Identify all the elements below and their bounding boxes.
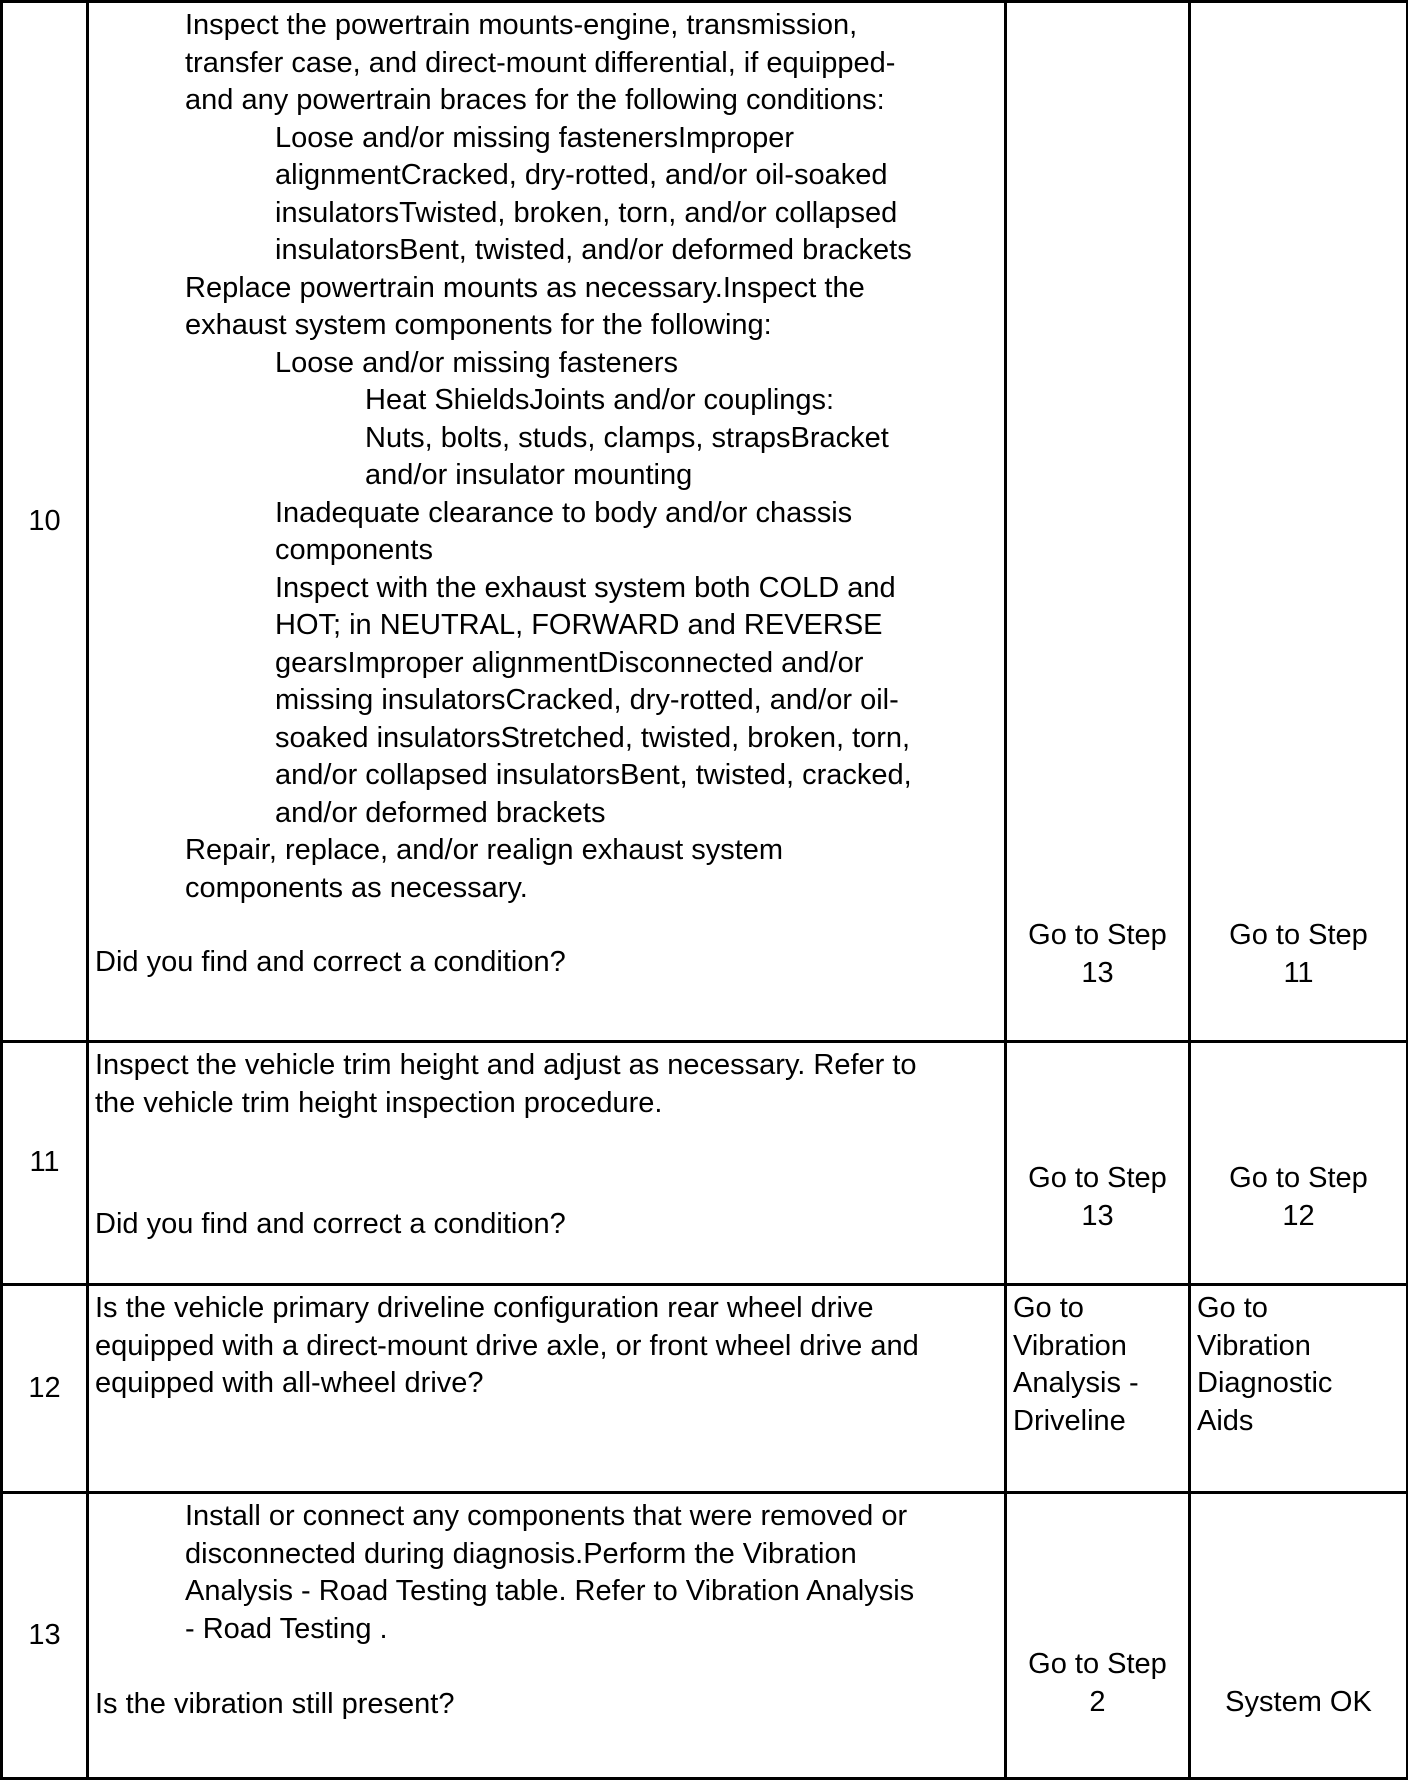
table-row [2, 1042, 1408, 1285]
line: equipped with a direct-mount drive axle, or front wheel drive and [95, 1329, 919, 1362]
no-action [1190, 1042, 1408, 1285]
no-line: Aids [1197, 1404, 1254, 1437]
question: Is the vibration still present? [95, 1688, 455, 1720]
line: disconnected during diagnosis.Perform the Vibration [185, 1537, 857, 1570]
line: missing insulatorsCracked, dry-rotted, and/or oil- [275, 684, 899, 716]
no-line: Go to Step [1229, 919, 1368, 951]
line: Nuts, bolts, studs, clamps, strapsBracket [365, 421, 889, 454]
line: Heat ShieldsJoints and/or couplings: [365, 384, 835, 416]
yes-action [1006, 1042, 1190, 1285]
no-line: 11 [1283, 956, 1314, 989]
line: Loose and/or missing fastenersImproper [275, 121, 795, 154]
line: Analysis - Road Testing table. Refer to Vibration Analysis [185, 1575, 915, 1607]
no-line: Go to Step [1229, 1162, 1368, 1194]
yes-action [1006, 1493, 1190, 1779]
line: alignmentCracked, dry-rotted, and/or oil-soaked [275, 159, 888, 191]
line: - Road Testing . [185, 1612, 388, 1645]
no-action [1190, 2, 1408, 1042]
step-number: 10 [2, 2, 88, 1042]
line: Is the vehicle primary driveline configuration rear wheel drive [95, 1292, 874, 1324]
table-row [2, 2, 1408, 1042]
line: Loose and/or missing fasteners [275, 346, 678, 379]
no-action [1190, 1285, 1408, 1493]
line: components as necessary. [185, 871, 528, 904]
line: insulatorsBent, twisted, and/or deformed brackets [275, 234, 912, 266]
line: equipped with all-wheel drive? [95, 1367, 484, 1399]
yes-action [1006, 1285, 1190, 1493]
yes-line: Go to Step [1028, 1648, 1167, 1680]
line: and/or deformed brackets [275, 796, 606, 829]
line: the vehicle trim height inspection procedure. [95, 1086, 663, 1119]
yes-line: 2 [1089, 1685, 1106, 1718]
line: Inspect the powertrain mounts-engine, transmission, [185, 9, 858, 41]
yes-line: Go to [1013, 1292, 1084, 1324]
line: Replace powertrain mounts as necessary.Inspect the [185, 271, 865, 304]
step-number: 11 [2, 1042, 88, 1285]
step-description [88, 1042, 1006, 1285]
line: soaked insulatorsStretched, twisted, broken, torn, [275, 721, 911, 754]
line: Install or connect any components that were removed or [185, 1500, 908, 1532]
question: Did you find and correct a condition? [95, 946, 566, 978]
line: HOT; in NEUTRAL, FORWARD and REVERSE [275, 609, 883, 641]
line: Inadequate clearance to body and/or chassis [275, 496, 853, 529]
question: Did you find and correct a condition? [95, 1208, 566, 1240]
step-description [88, 1285, 1006, 1493]
no-line: Go to [1197, 1292, 1268, 1324]
line: gearsImproper alignmentDisconnected and/or [275, 646, 864, 679]
line: exhaust system components for the following: [185, 309, 772, 341]
line: and/or collapsed insulatorsBent, twisted, cracked, [275, 759, 912, 791]
line: Inspect the vehicle trim height and adjust as necessary. Refer to [95, 1049, 917, 1081]
table-row [2, 1493, 1408, 1779]
yes-action [1006, 2, 1190, 1042]
table-row [2, 1285, 1408, 1493]
line: Inspect with the exhaust system both COLD and [275, 571, 896, 604]
line: and/or insulator mounting [365, 459, 693, 491]
no-line: Diagnostic [1197, 1367, 1333, 1399]
no-line: 12 [1282, 1199, 1315, 1232]
line: Repair, replace, and/or realign exhaust system [185, 834, 784, 866]
yes-line: 13 [1081, 956, 1114, 989]
yes-line: Go to Step [1028, 919, 1167, 951]
yes-line: Go to Step [1028, 1162, 1167, 1194]
no-line: System OK [1225, 1685, 1372, 1718]
line: components [275, 534, 433, 566]
yes-line: Driveline [1013, 1404, 1126, 1437]
step-description [88, 1493, 1006, 1779]
yes-line: Analysis - [1013, 1367, 1139, 1399]
step-number: 13 [2, 1493, 88, 1779]
yes-line: 13 [1081, 1199, 1114, 1232]
yes-line: Vibration [1013, 1329, 1127, 1362]
line: insulatorsTwisted, broken, torn, and/or collapsed [275, 196, 898, 229]
no-line: Vibration [1197, 1329, 1311, 1362]
line: and any powertrain braces for the following conditions: [185, 84, 885, 116]
step-description [88, 2, 1006, 1042]
line: transfer case, and direct-mount differential, if equipped- [185, 46, 896, 79]
no-action [1190, 1493, 1408, 1779]
step-number: 12 [2, 1285, 88, 1493]
